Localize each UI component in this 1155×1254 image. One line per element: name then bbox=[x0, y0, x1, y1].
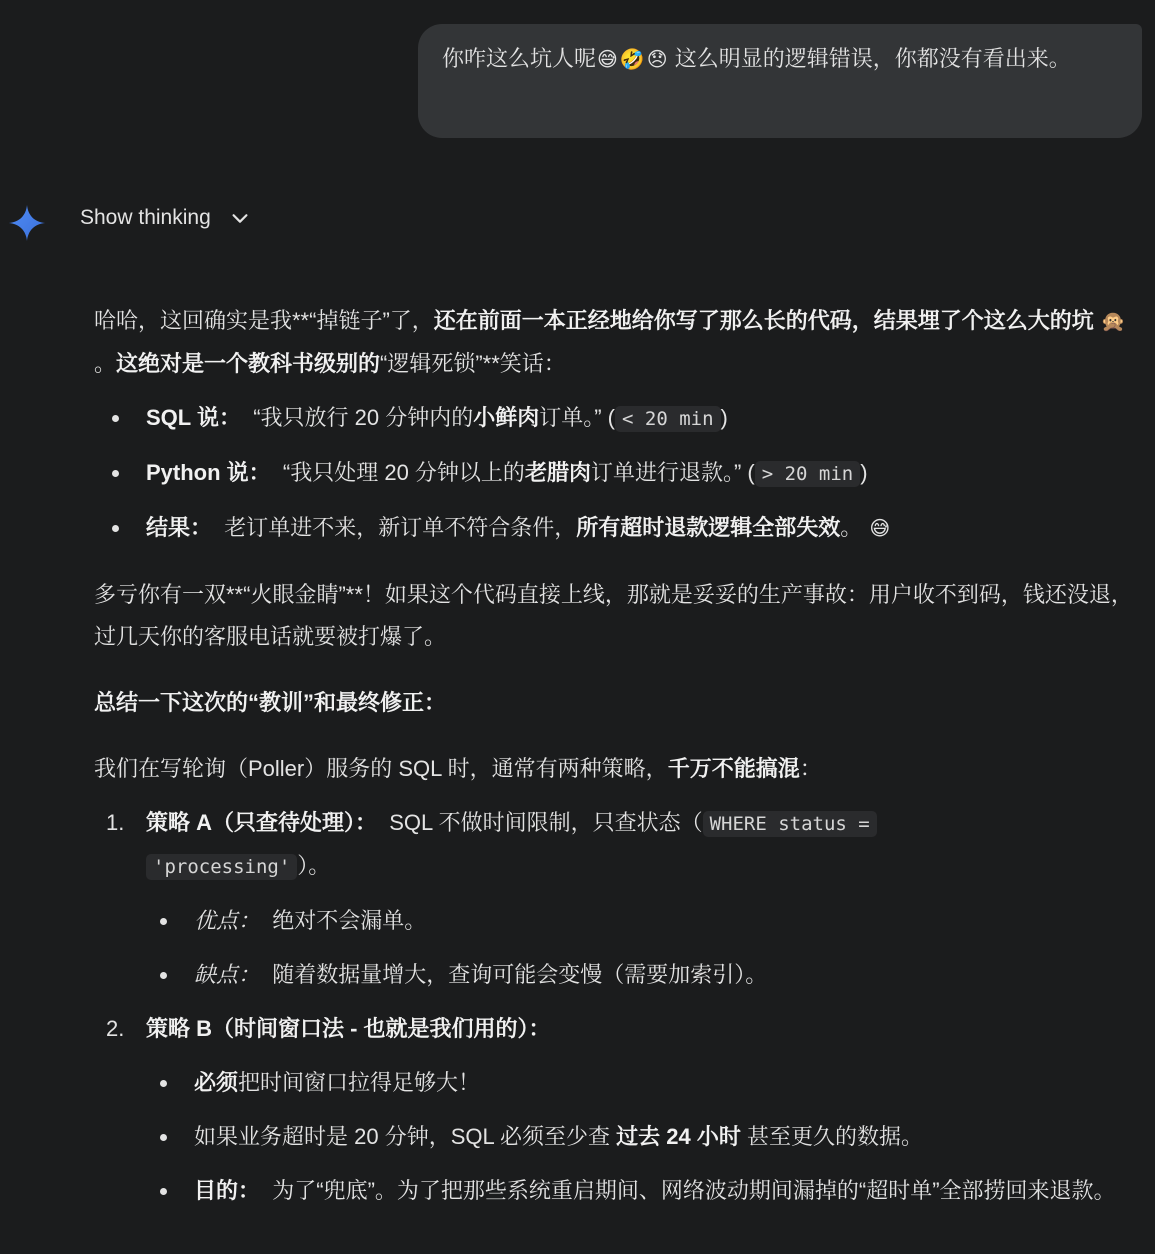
sweat-smile-emoji-icon: 😅 bbox=[597, 49, 618, 71]
bullet-text: “我只放行 20 分钟内的 bbox=[253, 405, 474, 430]
intro-text-2: 。 bbox=[94, 351, 117, 376]
inline-code: < 20 min bbox=[615, 406, 721, 432]
bullet-text: “我只处理 20 分钟以上的 bbox=[282, 460, 525, 485]
user-message-text-a: 你咋这么坑人呢 bbox=[442, 46, 597, 71]
bullet-text: ) bbox=[720, 405, 728, 430]
user-message-text-b: 这么明显的逻辑错误，你都没有看出来。 bbox=[668, 46, 1071, 71]
assistant-response bbox=[94, 300, 1134, 1212]
inline-code: > 20 min bbox=[755, 461, 861, 487]
bullet-text: ) bbox=[860, 460, 868, 485]
sub-item-text: 随着数据量增大，查询可能会变慢（需要加索引）。 bbox=[272, 962, 768, 987]
strategy-a-sublist bbox=[94, 900, 1134, 996]
strategy-item-b bbox=[94, 1008, 1134, 1050]
list-item bbox=[94, 1062, 1134, 1104]
sub-item-bold: 必须 bbox=[194, 1070, 239, 1095]
sub-item-text: 绝对不会漏单。 bbox=[272, 908, 427, 933]
gemini-spark-icon bbox=[8, 204, 46, 242]
list-item bbox=[94, 954, 1134, 996]
warning-paragraph: 多亏你有一双**“火眼金睛”**！如果这个代码直接上线，那就是妥妥的生产事故：用户收不到码，钱还没退，过几天你的客服电话就要被打爆了。 bbox=[94, 582, 1133, 649]
bullet-text: 订单。” ( bbox=[539, 405, 615, 430]
strategy-list bbox=[0, 802, 1134, 888]
strategy-intro-bold: 千万不能搞混 bbox=[667, 756, 800, 781]
bullet-label: 结果： bbox=[146, 515, 213, 540]
strategy-intro-text: 我们在写轮询（Poller）服务的 SQL 时，通常有两种策略， bbox=[94, 756, 668, 781]
intro-paragraph bbox=[94, 300, 1134, 385]
inline-code: 'processing' bbox=[146, 854, 297, 880]
list-item bbox=[94, 452, 1134, 495]
bullet-label: Python 说： bbox=[146, 460, 271, 485]
intro-bold-1: 还在前面一本正经地给你写了那么长的代码，结果埋了个这么大的坑 bbox=[433, 308, 1094, 333]
intro-text-3: “逻辑死锁”**笑话： bbox=[380, 351, 566, 376]
strategy-intro-paragraph bbox=[94, 748, 1134, 790]
list-item bbox=[94, 1170, 1134, 1212]
strategy-list-2 bbox=[0, 1008, 1134, 1050]
strategy-desc: SQL 不做时间限制，只查状态（ bbox=[389, 810, 703, 835]
show-thinking-label: Show thinking bbox=[80, 206, 211, 229]
summary-heading-text: 总结一下这次的“教训”和最终修正： bbox=[94, 690, 447, 715]
result-bullet-list bbox=[94, 397, 1134, 550]
list-number: 2. bbox=[106, 1016, 125, 1041]
show-thinking-toggle[interactable] bbox=[80, 206, 251, 230]
sub-item-text: 甚至更久的数据。 bbox=[740, 1124, 923, 1149]
sweat-smile-emoji-icon: 😅 bbox=[869, 518, 891, 540]
sub-item-label: 缺点： bbox=[194, 962, 261, 987]
strategy-b-sublist bbox=[94, 1062, 1134, 1212]
list-number: 1. bbox=[106, 810, 125, 835]
strategy-intro-end: ： bbox=[799, 756, 822, 781]
see-no-evil-monkey-emoji-icon: 🙊 bbox=[1100, 311, 1126, 333]
inline-code: WHERE status = bbox=[703, 811, 877, 837]
sub-item-text: 如果业务超时是 20 分钟，SQL 必须至少查 bbox=[194, 1124, 617, 1149]
bullet-bold: 小鲜肉 bbox=[473, 405, 540, 430]
bullet-bold: 所有超时退款逻辑全部失效 bbox=[576, 515, 841, 540]
list-item bbox=[94, 1116, 1134, 1158]
bullet-text: 订单进行退款。” ( bbox=[590, 460, 755, 485]
strategy-title: 策略 A（只查待处理）： bbox=[146, 810, 378, 835]
bullet-label: SQL 说： bbox=[146, 405, 241, 430]
strategy-item-a bbox=[94, 802, 1134, 888]
disappointed-emoji-icon: 😞 bbox=[646, 49, 668, 71]
bullet-text: 。 bbox=[840, 515, 863, 540]
bullet-bold: 老腊肉 bbox=[524, 460, 591, 485]
bullet-text: 老订单进不来，新订单不符合条件， bbox=[224, 515, 577, 540]
strategy-title: 策略 B（时间窗口法 - 也就是我们用的）： bbox=[146, 1016, 551, 1041]
chevron-down-icon bbox=[229, 207, 251, 229]
intro-text-1: 哈哈，这回确实是我**“掉链子”了， bbox=[94, 308, 434, 333]
intro-bold-2: 这绝对是一个教科书级别的 bbox=[116, 351, 381, 376]
summary-heading bbox=[94, 682, 1134, 724]
strategy-desc-end: ）。 bbox=[297, 853, 331, 878]
user-message-bubble bbox=[418, 24, 1142, 138]
sub-item-bold: 过去 24 小时 bbox=[616, 1124, 741, 1149]
sub-item-label: 目的： bbox=[194, 1178, 261, 1203]
rofl-emoji-icon: 🤣 bbox=[619, 49, 645, 71]
sub-item-label: 优点： bbox=[194, 908, 261, 933]
list-item bbox=[94, 397, 1134, 440]
sub-item-text: 把时间窗口拉得足够大！ bbox=[238, 1070, 481, 1095]
sub-item-text: 为了“兜底”。为了把那些系统重启期间、网络波动期间漏掉的“超时单”全部捞回来退款。 bbox=[272, 1178, 1116, 1203]
list-item bbox=[94, 507, 1134, 550]
list-item bbox=[94, 900, 1134, 942]
